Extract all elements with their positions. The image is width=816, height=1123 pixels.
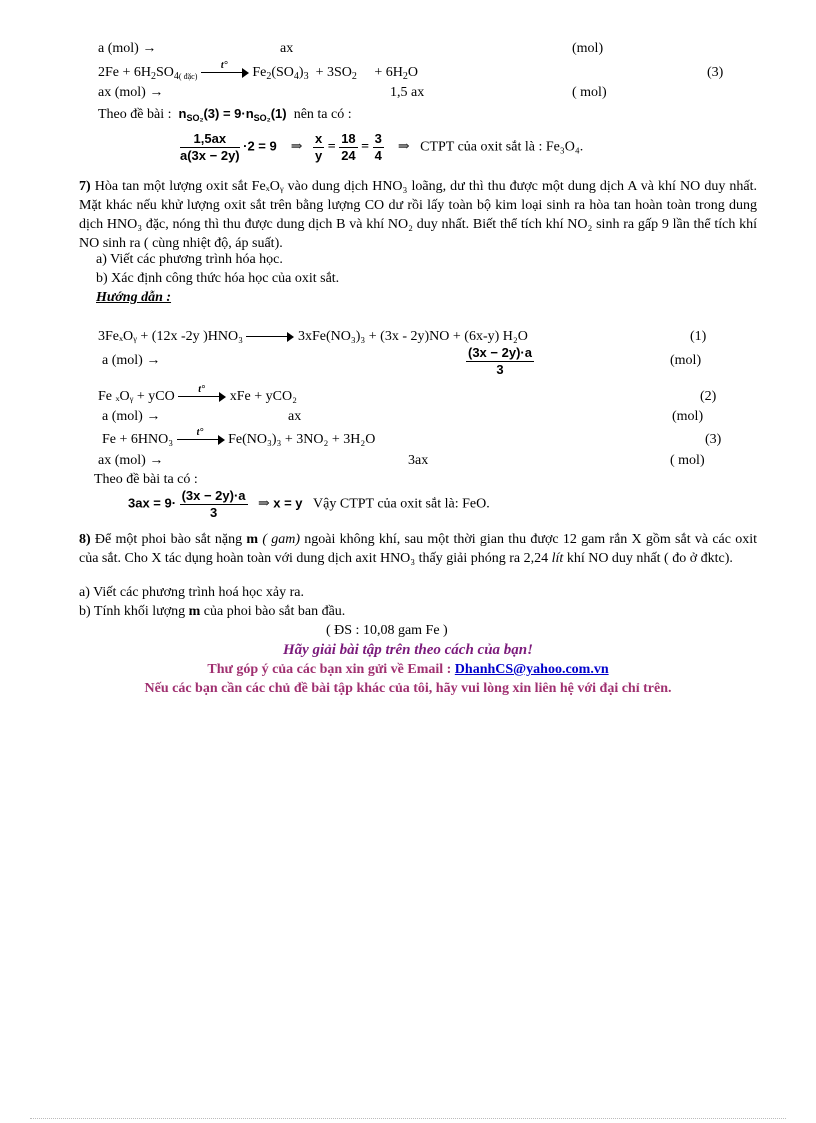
eq3-lhs: 2Fe + 6H xyxy=(98,65,152,80)
problem-7-text: 7) Hòa tan một lượng oxit sắt FeₓOᵧ vào dung dịch HNO₃ loãng, dư thì thu được một dung dịch A và khí NO duy nhất. Mặt khác nếu khử lượng oxit sắt trên bằng lượng CO dư rồi lấy toàn bộ kim loại sinh ra hòa tan hoàn toàn trong dung dịch HNO₃ đặc, nóng thì thu được dung dịch B và khí NO₂ duy nhất. Biết thể tích khí NO₂ sinh ra gấp 9 lần thể tích khí NO sinh ra ( cùng nhiệt độ, áp suất). xyxy=(79,179,758,251)
guide-heading: Hướng dẫn : xyxy=(96,290,172,305)
nso2-expression: $n_{SO_2}(3) = 9\cdot n_{SO_2}(1)$ xyxy=(178,106,287,123)
ctpt-result-1: CTPT của oxit sắt là : Fe₃O₄. xyxy=(420,139,584,155)
theo-de-bai-2: Theo đề bài ta có : xyxy=(94,472,198,487)
theo-de-bai-1: Theo đề bài : $n_{SO_2}(3) = 9\cdot n_{SO_2}(1)$ nên ta có : xyxy=(98,106,352,123)
eq7-2-amount: a (mol) → xyxy=(102,409,161,424)
eq7-3-3ax: 3ax xyxy=(408,453,429,468)
problem-8-text: 8) Để một phoi bào sắt nặng m ( gam) ngoài không khí, sau một thời gian thu được 12 gam rắn X gồm sắt và các oxit của sắt. Cho X tác dụng hoàn toàn với dung dịch axit HNO₃ thấy giải phóng ra 2,24 lít khí NO duy nhất ( đo ở đktc). xyxy=(79,532,757,566)
equation-3-number: (3) xyxy=(707,65,724,80)
email-link[interactable]: DhanhCS@yahoo.com.vn xyxy=(454,662,609,677)
problem-8-part-b: b) Tính khối lượng m của phoi bào sắt ban đầu. xyxy=(79,604,346,619)
problem-8-part-a: a) Viết các phương trình hoá học xảy ra. xyxy=(79,585,304,600)
equation-7-3-number: (3) xyxy=(705,432,722,447)
footer-contact-line: Nếu các bạn cần các chủ đề bài tập khác của tôi, hãy vui lòng xin liên hệ với đại chỉ trên. xyxy=(144,681,672,696)
ratio-calculation: $\frac{1,5ax}{a(3x - 2y)}$ ·2 = 9 ⇒ $\frac{x}{y}$ = $\frac{18}{24}$ = $\frac{3}{4}$ ⇒ CTPT của oxit sắt là : Fe₃O₄. xyxy=(180,131,584,163)
reaction3-15ax: 1,5 ax xyxy=(390,85,425,100)
reaction3-mol: ( mol) xyxy=(572,85,607,100)
arrow-icon xyxy=(246,332,294,342)
problem-7-part-b: b) Xác định công thức hóa học của oxit sắt. xyxy=(96,271,340,286)
reaction1-amount: a (mol) → xyxy=(98,41,157,56)
problem-7-part-a: a) Viết các phương trình hóa học. xyxy=(96,252,283,267)
eq7-1-mol: (mol) xyxy=(670,353,702,368)
footer-email-line: Thư góp ý của các bạn xin gửi về Email : DhanhCS@yahoo.com.vn xyxy=(207,662,609,677)
eq7-3-mol: ( mol) xyxy=(670,453,705,468)
equation-7-2-number: (2) xyxy=(700,389,717,404)
page-bottom-divider xyxy=(30,1118,786,1119)
eq7-1-fraction: $\frac{(3x - 2y)\cdot a}{3}$ xyxy=(468,345,532,377)
problem-8-answer: ( ĐS : 10,08 gam Fe ) xyxy=(326,623,448,638)
equation-7-1-number: (1) xyxy=(690,329,707,344)
equation-7-3: Fe + 6HNO₃ t° Fe(NO₃)₃ + 3NO₂ + 3H₂O xyxy=(102,426,376,447)
arrow-icon: t° xyxy=(177,435,225,445)
arrow-icon: t° xyxy=(178,392,226,402)
footer-slogan: Hãy giải bài tập trên theo cách của bạn! xyxy=(282,642,533,658)
eq7-2-mol: (mol) xyxy=(672,409,704,424)
reaction1-mol: (mol) xyxy=(572,41,604,56)
equation-3: $2Fe + 6H_2SO_{4( đặc)}$ t° $Fe_2(SO_4)_3 + 3SO_2$ + $6H_2O$ xyxy=(98,59,419,82)
reaction1-ax: ax xyxy=(280,41,294,56)
eq7-3-amount: ax (mol) → xyxy=(98,453,164,468)
equation-7-1: 3FeₓOᵧ + (12x -2y )HNO₃ 3xFe(NO₃)₃ + (3x - 2y)NO + (6x-y) H₂O xyxy=(98,329,528,344)
eq7-1-amount: a (mol) → xyxy=(102,353,161,368)
ctpt-result-2: Vậy CTPT của oxit sắt là: FeO. xyxy=(313,496,490,512)
eq7-2-ax: ax xyxy=(288,409,302,424)
arrow-icon: t° xyxy=(201,68,249,78)
equation-7-2: Fe ₓOᵧ + yCO t° xFe + yCO₂ xyxy=(98,383,297,404)
reaction3-amount: ax (mol) → xyxy=(98,85,164,100)
final-equation-7: 3ax = 9· $\frac{(3x - 2y)\cdot a}{3}$ ⇒ x = y Vậy CTPT của oxit sắt là: FeO. xyxy=(128,488,490,520)
